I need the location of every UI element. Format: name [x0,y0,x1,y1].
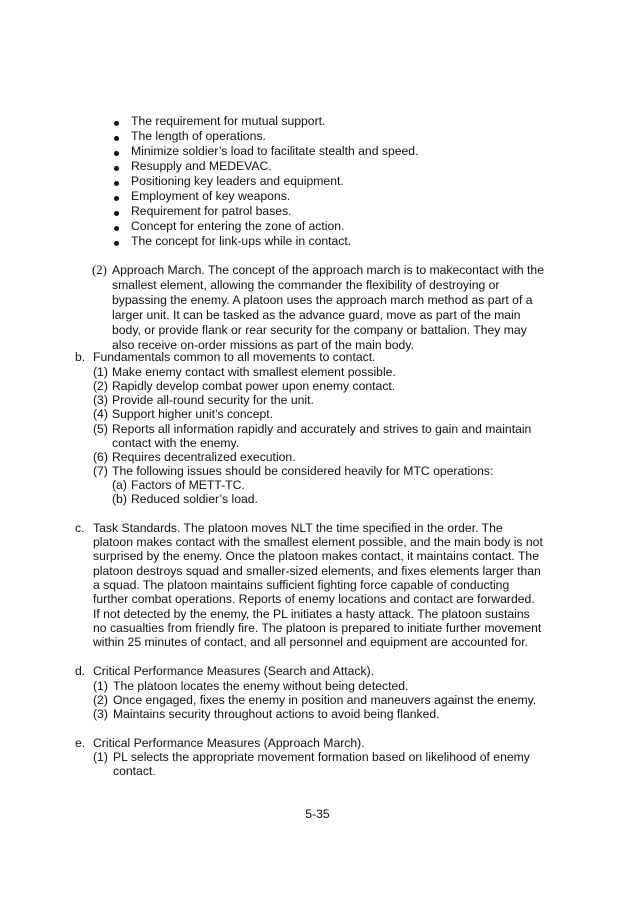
bullet-item: The concept for link-ups while in contact. [131,234,352,248]
section-marker: d. [75,664,86,678]
section-marker: b. [75,350,86,364]
paragraph-line: no casualties from friendly fire. The platoon is prepared to initiate further movement [93,621,542,635]
list-item: Reports all information rapidly and accurately and strives to gain and maintain [112,422,532,436]
paragraph-line: bypassing the enemy. A platoon uses the approach march method as part of a [112,293,533,307]
item-marker: (3) [93,707,108,721]
item-marker: (2) [93,379,108,393]
item-marker: (6) [93,450,108,464]
bullet-icon [114,241,119,246]
item-marker: (2) [93,693,108,707]
bullet-item: Requirement for patrol bases. [131,204,292,218]
section-title: Fundamentals common to all movements to contact. [93,350,376,364]
list-item: The following issues should be considered heavily for MTC operations: [112,464,494,478]
item-marker: (5) [93,422,108,436]
paragraph-line: within 25 minutes of contact, and all personnel and equipment are accounted for. [93,635,528,649]
list-item: Support higher unit’s concept. [112,407,274,421]
bullet-item: Positioning key leaders and equipment. [131,174,344,188]
list-item: Once engaged, fixes the enemy in position and maneuvers against the enemy. [113,693,537,707]
paragraph-line: larger unit. It can be tasked as the advance guard, move as part of the main [112,308,521,322]
subitem-marker: (a) [112,478,127,492]
bullet-item: Employment of key weapons. [131,189,291,203]
list-item-continuation: contact with the enemy. [112,436,240,450]
item-marker: (1) [93,679,108,693]
paragraph-line: platoon makes contact with the smallest element possible, and the main body is not [93,535,543,549]
section-marker: e. [75,736,86,750]
bullet-icon [114,151,119,156]
page-number: 5-35 [305,807,330,821]
paragraph-line: surprised by the enemy. Once the platoon makes contact, it maintains contact. The [93,549,539,563]
item-marker: (1) [93,365,108,379]
section-marker: c. [75,521,85,535]
bullet-icon [114,121,119,126]
subitem-marker: (b) [112,492,127,506]
item-marker: (7) [93,464,108,478]
paragraph-line: smallest element, allowing the commander the flexibility of destroying or [112,278,500,292]
paragraph-line: platoon destroys squad and smaller-sized elements, and fixes elements larger than [93,564,541,578]
bullet-item: Resupply and MEDEVAC. [131,159,272,173]
list-item: Maintains security throughout actions to avoid being flanked. [113,707,440,721]
paragraph-line: Approach March. The concept of the approach march is to makecontact with the [112,263,544,277]
paragraph-line: a squad. The platoon maintains sufficient fighting force capable of conducting [93,578,510,592]
item-marker: (2) [92,263,107,277]
bullet-item: Minimize soldier’s load to facilitate stealth and speed. [131,144,419,158]
bullet-icon [114,211,119,216]
list-item: The platoon locates the enemy without being detected. [113,679,409,693]
list-item: Make enemy contact with smallest element possible. [112,365,396,379]
paragraph-line: further combat operations. Reports of enemy locations and contact are forwarded. [93,592,535,606]
subitem: Factors of METT-TC. [131,478,245,492]
bullet-icon [114,136,119,141]
paragraph-line: If not detected by the enemy, the PL initiates a hasty attack. The platoon sustains [93,607,530,621]
list-item: PL selects the appropriate movement formation based on likelihood of enemy [113,750,530,764]
item-marker: (4) [93,407,108,421]
list-item: Provide all-round security for the unit. [112,393,314,407]
list-item: Rapidly develop combat power upon enemy contact. [112,379,396,393]
paragraph-line: also receive on-order missions as part of the main body. [112,338,414,352]
subitem: Reduced soldier’s load. [131,492,258,506]
list-item: Requires decentralized execution. [112,450,296,464]
item-marker: (3) [93,393,108,407]
bullet-item: The requirement for mutual support. [131,114,326,128]
bullet-item: Concept for entering the zone of action. [131,219,345,233]
bullet-icon [114,196,119,201]
bullet-item: The length of operations. [131,129,266,143]
paragraph-line: Task Standards. The platoon moves NLT the time specified in the order. The [93,521,503,535]
bullet-icon [114,181,119,186]
section-title: Critical Performance Measures (Approach March). [93,736,365,750]
paragraph-line: body, or provide flank or rear security for the company or battalion. They may [112,323,527,337]
section-title: Critical Performance Measures (Search and Attack). [93,664,375,678]
item-marker: (1) [93,750,108,764]
bullet-icon [114,166,119,171]
list-item-continuation: contact. [113,764,156,778]
bullet-icon [114,226,119,231]
